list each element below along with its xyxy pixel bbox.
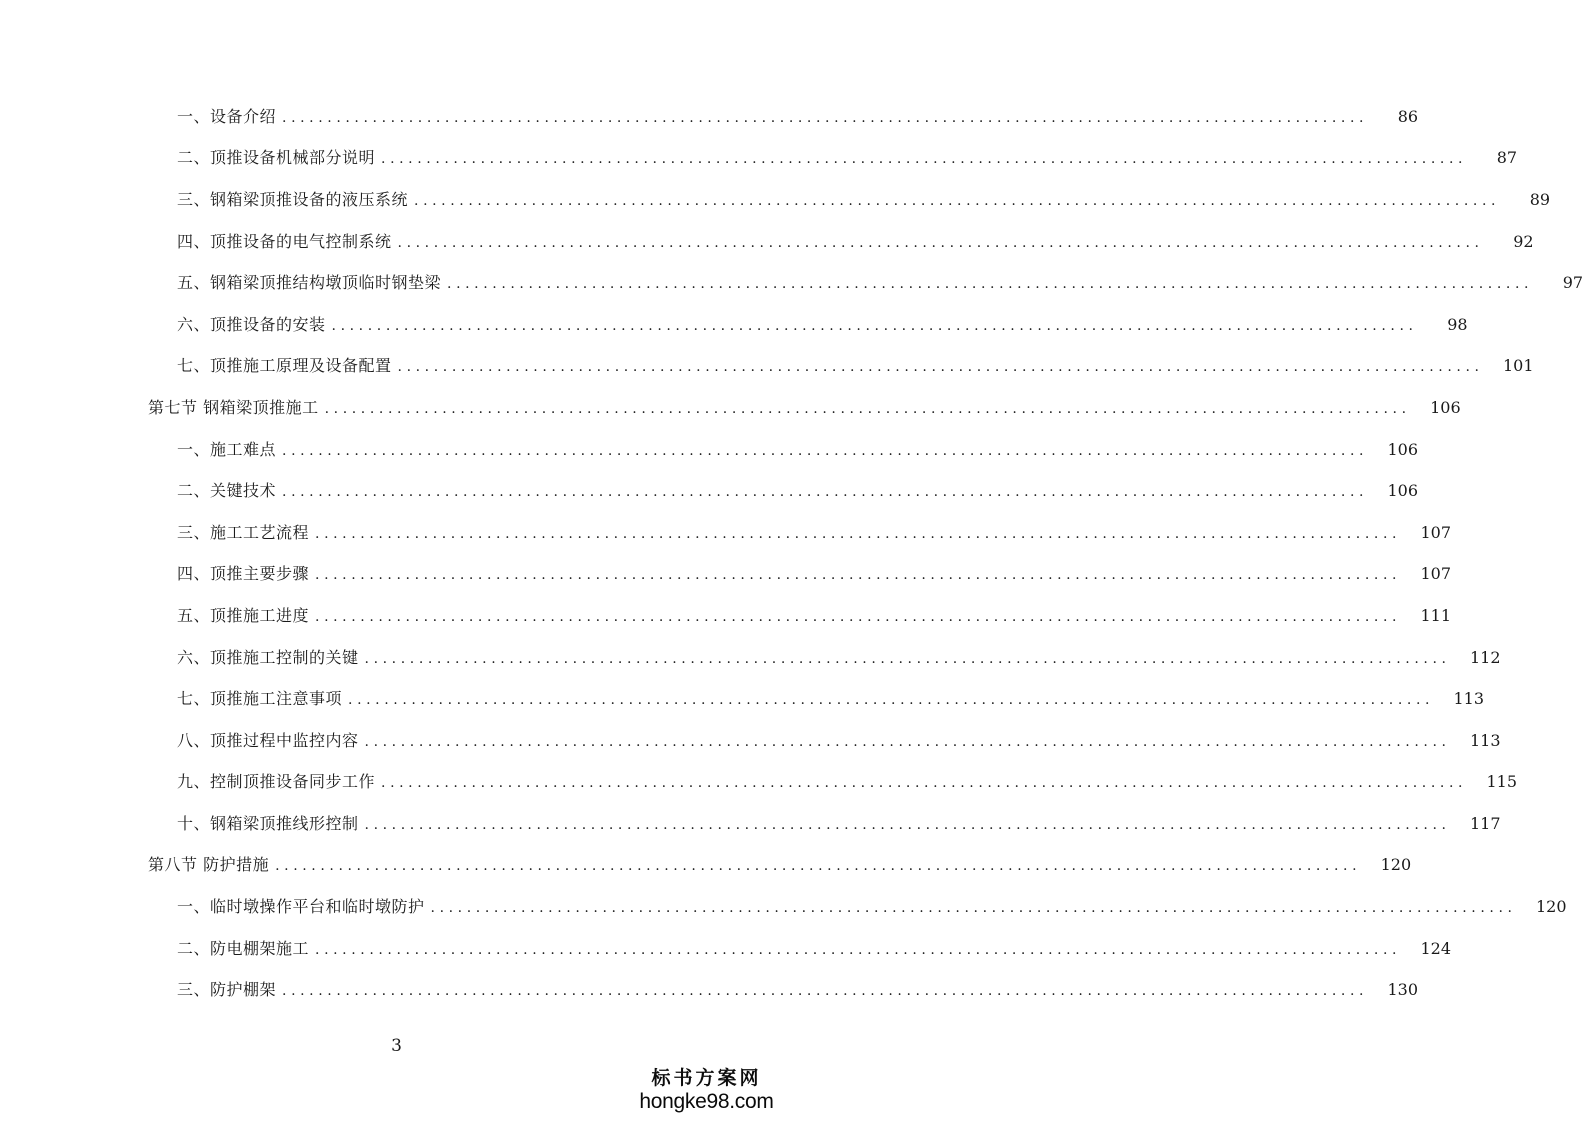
toc-dot-leader: ........................................................................................................................ xyxy=(364,650,1451,667)
toc-entry-page: 120 xyxy=(1380,855,1412,875)
toc-entry-label: 二、防电棚架施工 xyxy=(177,938,310,958)
toc-dot-leader: ........................................................................................................................ xyxy=(414,192,1501,209)
toc-entry xyxy=(0,678,1485,720)
toc-dot-leader: ........................................................................................................................ xyxy=(282,442,1369,459)
toc-section-heading xyxy=(0,845,1412,887)
toc-dot-leader: ........................................................................................................................ xyxy=(381,775,1468,792)
toc-entry-page: 92 xyxy=(1513,231,1534,251)
toc-entry xyxy=(0,762,1518,804)
toc-entry-page: 86 xyxy=(1397,106,1419,126)
toc-entry xyxy=(0,221,1534,263)
watermark-brand: 标书方案网 xyxy=(651,1067,762,1089)
toc-entry-label: 十、钢箱梁顶推线形控制 xyxy=(177,813,359,833)
toc-dot-leader: ........................................................................................................................ xyxy=(315,941,1402,958)
toc-entry-page: 106 xyxy=(1430,397,1461,417)
toc-entry-page: 115 xyxy=(1486,772,1518,792)
toc-dot-leader: ........................................................................................................................ xyxy=(315,608,1402,625)
toc-dot-leader: ........................................................................................................................ xyxy=(282,983,1369,1000)
toc-entry xyxy=(0,96,1419,138)
toc-dot-leader: ........................................................................................................................ xyxy=(397,359,1484,376)
toc-entry-label: 第七节 钢箱梁顶推施工 xyxy=(148,397,319,417)
toc-entry xyxy=(0,512,1452,554)
toc-entry-label: 四、顶推主要步骤 xyxy=(177,564,310,584)
toc-entry-page: 117 xyxy=(1470,813,1501,833)
toc-dot-leader: ........................................................................................................................ xyxy=(348,692,1435,709)
toc-entry-page: 87 xyxy=(1496,148,1518,168)
toc-entry xyxy=(0,346,1534,388)
toc-entry-page: 107 xyxy=(1420,564,1452,584)
toc-entry-page: 101 xyxy=(1503,356,1534,376)
watermark-url: hongke98.com xyxy=(639,1090,774,1113)
toc-entry-label: 一、临时墩操作平台和临时墩防护 xyxy=(177,897,425,917)
toc-entry-label: 二、顶推设备机械部分说明 xyxy=(177,148,376,168)
toc-entry-label: 四、顶推设备的电气控制系统 xyxy=(177,231,392,251)
toc-entry-label: 一、设备介绍 xyxy=(177,106,277,126)
toc-entry-label: 七、顶推施工原理及设备配置 xyxy=(177,356,392,376)
toc-entry-page: 113 xyxy=(1470,730,1501,750)
toc-dot-leader: ........................................................................................................................ xyxy=(282,484,1369,501)
toc-entry-page: 124 xyxy=(1420,938,1452,958)
toc-entry xyxy=(0,969,1419,1011)
toc-entry xyxy=(0,928,1452,970)
watermark-logo xyxy=(634,1066,779,1114)
toc-dot-leader: ........................................................................................................................ xyxy=(364,733,1451,750)
toc-entry-label: 一、施工难点 xyxy=(177,439,277,459)
toc-entry xyxy=(0,429,1419,471)
toc-entry-page: 89 xyxy=(1529,189,1551,209)
toc-entry-label: 七、顶推施工注意事项 xyxy=(177,689,343,709)
toc-entry-label: 二、关键技术 xyxy=(177,481,277,501)
toc-entry xyxy=(0,138,1518,180)
toc-entry-page: 107 xyxy=(1420,522,1452,542)
toc-dot-leader: ........................................................................................................................ xyxy=(430,900,1517,917)
toc-entry-label: 三、施工工艺流程 xyxy=(177,522,310,542)
toc-entry xyxy=(0,886,1567,928)
toc-entry-page: 130 xyxy=(1387,980,1419,1000)
toc-entry xyxy=(0,803,1501,845)
toc-dot-leader: ........................................................................................................................ xyxy=(447,276,1534,293)
toc-dot-leader: ........................................................................................................................ xyxy=(331,317,1418,334)
toc-entry-page: 120 xyxy=(1536,897,1567,917)
toc-entry-page: 106 xyxy=(1387,439,1419,459)
toc-entry-label: 九、控制顶推设备同步工作 xyxy=(177,772,376,792)
toc-entry xyxy=(0,595,1452,637)
toc-entry-page: 106 xyxy=(1387,481,1419,501)
toc-entry-label: 五、钢箱梁顶推结构墩顶临时钢垫梁 xyxy=(177,273,442,293)
toc-entry-label: 三、钢箱梁顶推设备的液压系统 xyxy=(177,189,409,209)
toc-entry-page: 112 xyxy=(1470,647,1501,667)
table-of-contents xyxy=(0,96,1583,1011)
toc-entry-label: 五、顶推施工进度 xyxy=(177,605,310,625)
toc-entry xyxy=(0,720,1501,762)
toc-entry-label: 六、顶推施工控制的关键 xyxy=(177,647,359,667)
toc-entry-page: 113 xyxy=(1453,689,1485,709)
toc-dot-leader: ........................................................................................................................ xyxy=(324,400,1411,417)
toc-dot-leader: ........................................................................................................................ xyxy=(315,525,1402,542)
toc-entry xyxy=(0,470,1419,512)
toc-entry-label: 八、顶推过程中监控内容 xyxy=(177,730,359,750)
page-number: 3 xyxy=(391,1036,402,1056)
toc-entry xyxy=(0,262,1583,304)
toc-entry xyxy=(0,179,1551,221)
toc-entry-label: 六、顶推设备的安装 xyxy=(177,314,326,334)
toc-section-heading xyxy=(0,387,1461,429)
toc-entry-label: 三、防护棚架 xyxy=(177,980,277,1000)
toc-entry-label: 第八节 防护措施 xyxy=(148,855,270,875)
toc-dot-leader: ........................................................................................................................ xyxy=(275,858,1362,875)
toc-entry-page: 111 xyxy=(1420,605,1452,625)
toc-entry xyxy=(0,637,1501,679)
toc-entry-page: 97 xyxy=(1562,273,1583,293)
toc-dot-leader: ........................................................................................................................ xyxy=(282,109,1369,126)
toc-dot-leader: ........................................................................................................................ xyxy=(397,234,1484,251)
toc-entry-page: 98 xyxy=(1447,314,1468,334)
toc-dot-leader: ........................................................................................................................ xyxy=(381,151,1468,168)
toc-entry xyxy=(0,304,1468,346)
toc-dot-leader: ........................................................................................................................ xyxy=(364,816,1451,833)
toc-dot-leader: ........................................................................................................................ xyxy=(315,567,1402,584)
toc-entry xyxy=(0,554,1452,596)
